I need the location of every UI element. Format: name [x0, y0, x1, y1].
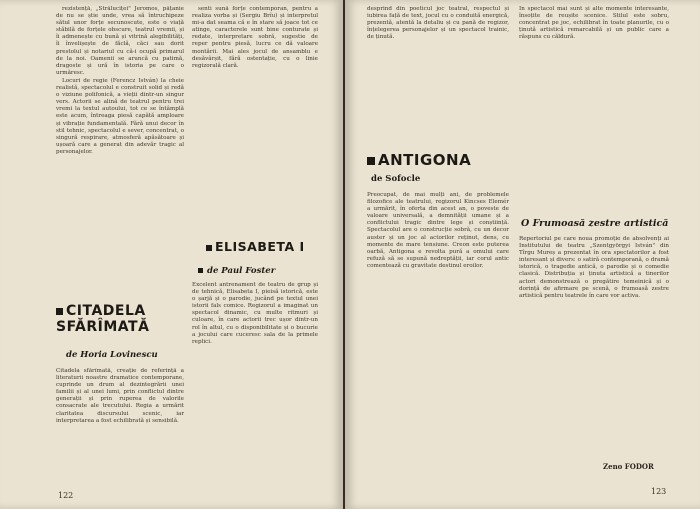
elisabeta-author	[198, 266, 326, 278]
left-col2-top-text: senti sună forțe contemporan, pentru a realiza vorba și (Sergiu Brîu) și interpretul mi-a dat seama că e în stare să joace tot ce atinge, caracterele sunt bine conturate și redate, interpretare sobră, sugestie de reper pentru piesă, lucru ce dă valoare montării. Mai ales jocul de ansamblu e desăvârșit, fără ostentație, cu o linie regizorală clară.	[192, 6, 318, 69]
left-col1-top-text: rezistență, „Străluciței" Jeromos, pățanie de nu se știe unde, vrea să întruchipeze sătul unor forțe secunoscute, este o viață stăbilă de forțele obscure, teatrul vremii, și îi admenește cu bună și vitrină alegibilități, îi învelișește de făclă, căci sau dorit prestolul și notariul cu că-i ocupă primarul de la noi. Oamenii se aruncă cu patimă, dragoste și ură în istoria pe care o urmăresc.	[56, 6, 184, 76]
right-col1-top: desprind din poeticul joc teatral, respectul și iubirea față de text, jocul cu o conduită energică, prezentă, atentă la detaliu și cu pană de regizor, înțelegerea personajelor și un spectacol trainic, de ținută.	[367, 6, 509, 41]
left-col-1	[56, 6, 184, 256]
citadela-title-1: CITADELA	[66, 304, 146, 319]
antigona-author: de Sofocle	[371, 174, 421, 184]
right-page	[345, 0, 700, 509]
citadela-title-2: SFĂRÎMATĂ	[56, 319, 150, 335]
signature: Zeno FODOR	[603, 462, 654, 471]
antigona-title: ANTIGONA	[378, 152, 472, 169]
right-col2-title: O Frumoasă zestre artistică	[521, 218, 669, 229]
elisabeta-heading	[206, 240, 330, 260]
citadela-author: de Horia Lovinescu	[66, 350, 158, 360]
citadela-body: Citadela sfărîmată, creație de referință a literaturii noastre dramatice contemporane, cuprinde un drum al dezintegrării unei familii și al unei lumi, prin conflictul dintre generații și prin ruperea de valorile consacrate ale trecutului. Regia a urmărit claritatea discursului scenic, iar interpretarea a fost echilibrată și sensibilă.	[56, 368, 184, 424]
elisabeta-title: ELISABETA I	[215, 240, 305, 254]
bullet-square-icon	[56, 308, 63, 315]
page-number-right: 123	[651, 487, 667, 496]
bullet-square-icon	[198, 268, 203, 273]
left-page	[0, 0, 343, 509]
page-number-left: 122	[58, 491, 74, 500]
bullet-square-icon	[367, 157, 375, 165]
antigona-body: Preocupat, de mai mulți ani, de problemele filozofice ale teatrului, regizorul Kincses Elemér a urmărit, în oferta din acest an, o poveste de valoare universală, a demnității umane și a conflictului tragic dintre lege și conștiință. Spectacolul are o construcție sobră, cu un decor auster și un joc al actorilor reținut, dens, cu momente de mare tensiune. Creon este puterea oarbă, Antigona e revolta pură a omului care refuză să se supună nedreptății, iar corul antic comentează cu gravitate destinul eroilor.	[367, 192, 509, 269]
right-col2-top: În spectacol mai sunt și alte momente interesante, însoțite de reușite scenice. Stilul este sobru, concentrat pe joc, echilibrat în toate planurile, cu o ținută artistică remarcabilă și un public care a răspuns cu căldură.	[519, 6, 669, 41]
elisabeta-body: Excelent antrenament de teatru de grup și de tehnică, Elisabeta I, pieisă istorică, este o șarjă și o parodie, jucând pe textul unei istorii fals comice. Regizorul a imaginat un spectacol dinamic, cu multe ritmuri și culoare, în care actorii trec ușor dintr-un rol în altul, cu o disponibilitate și o bucurie a jocului care cuceresc sala de la primele replici.	[192, 282, 318, 345]
citadela-heading	[56, 304, 186, 346]
antigona-heading	[367, 152, 509, 172]
left-col-2	[192, 6, 318, 236]
left-col1-bottom-text: Locuri de regie (Ferencz István) la cheie realistă, spectacolul e construit solid și redă o viziune polifonică, a vieții dintr-un singur vers. Actorii se alină de teatrul pentru trei vremi la textul autoului, tot ce se întâmplă este acum, întreaga piesă capătă amploare și vibrație fundamentală. Fără unui decor în stil tehnic, spectacolul e sever, concentrat, o singură respirare, atmosferă apăsătoare și ușoară care a generat din adevăr tragic al personajelor.	[56, 77, 184, 155]
bullet-square-icon	[206, 245, 212, 251]
elisabeta-author-text: de Paul Foster	[207, 266, 276, 276]
right-col2-body: Repertoriul pe care noua promoție de absolvenți ai Institutului de teatru „Szentgyörgyi István" din Tîrgu Mureș a prezentat în ora spectatorilor a fost interesant și divers: o satiră contemporană, o dramă istorică, o tragedie antică, o parodie și o comedie clasică. Distribuția și ținuta artistică a tinerilor actori demonstrează o pregătire temeinică și o dorință de afirmare pe scenă, o frumoasă zestre artistică pentru teatrele în care vor activa.	[519, 236, 669, 299]
